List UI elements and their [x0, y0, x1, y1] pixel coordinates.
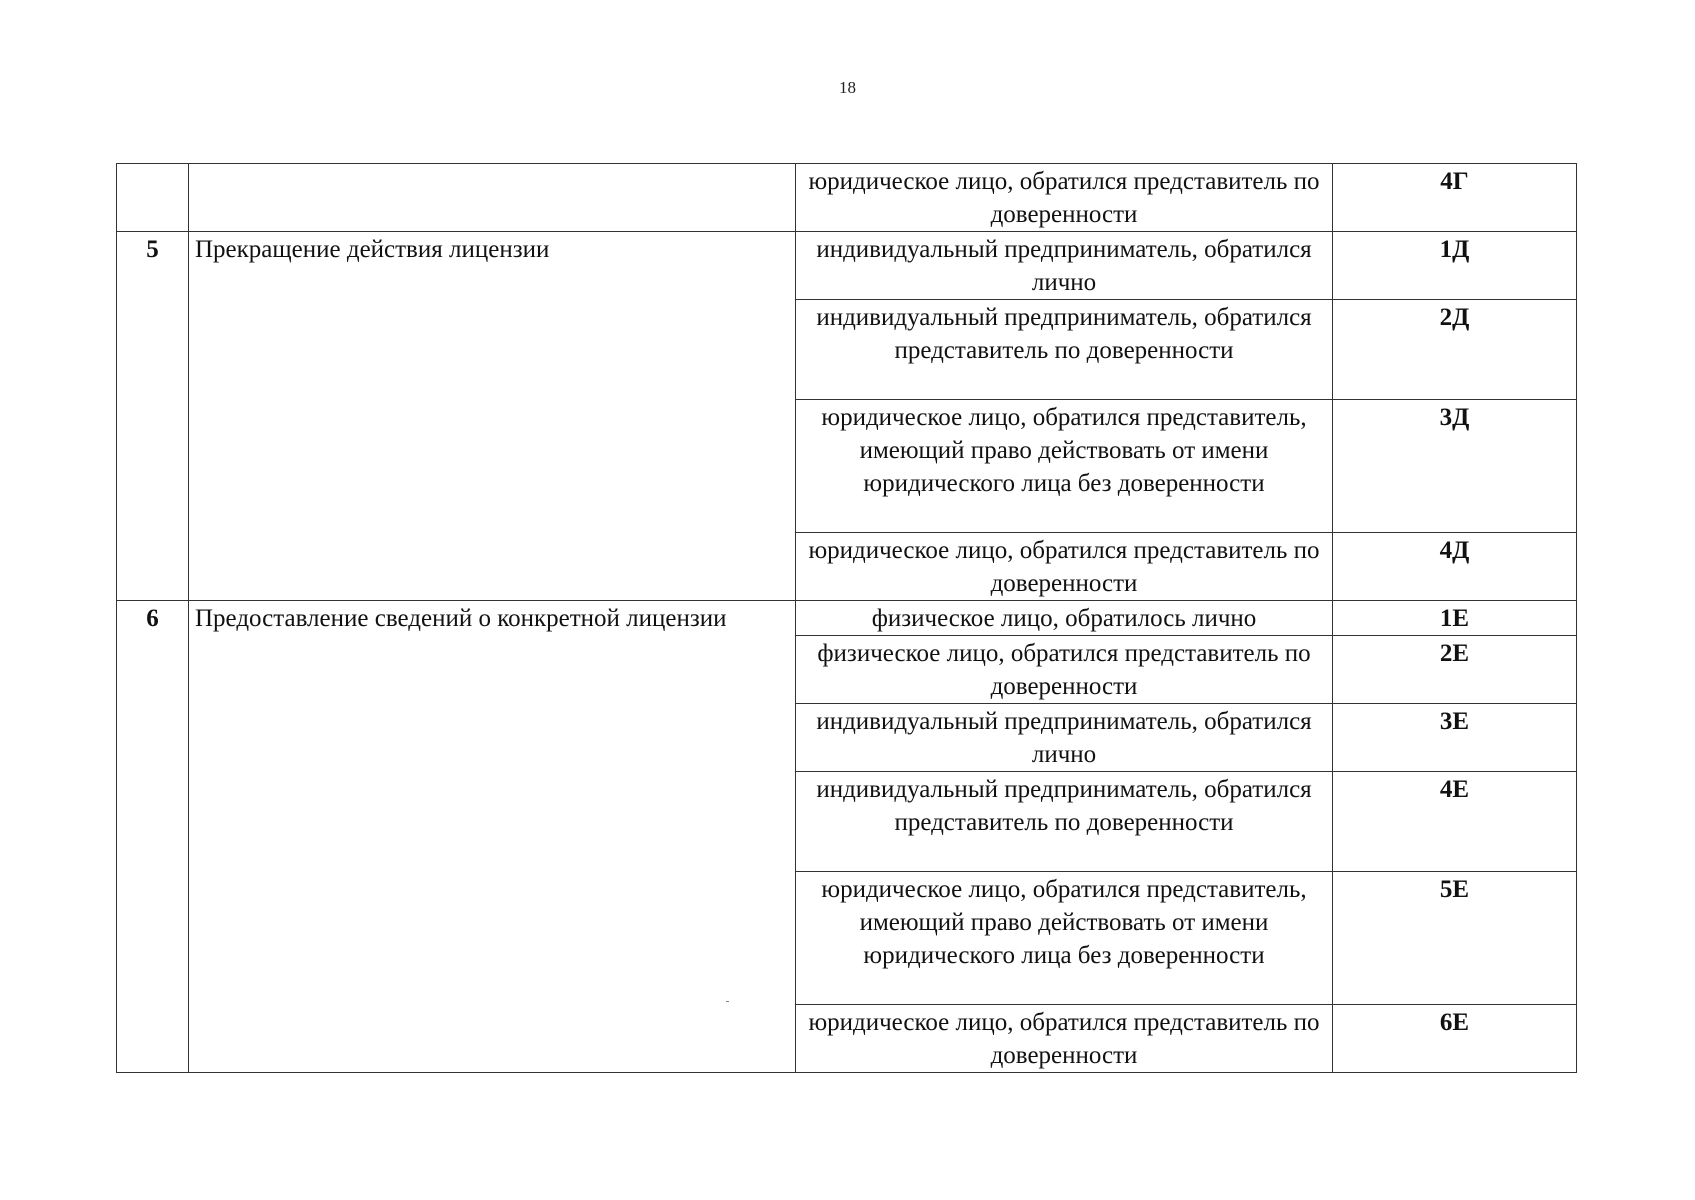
applicant-cell: юридическое лицо, обратился представитель по доверенности	[796, 533, 1333, 601]
table-row	[117, 164, 1577, 232]
variant-code-cell: 4Д	[1333, 533, 1577, 601]
scan-speck	[726, 1001, 729, 1002]
row-number-cell: 6	[117, 601, 189, 1073]
applicant-cell: юридическое лицо, обратился представитель, имеющий право действовать от имени юридического лица без доверенности	[796, 872, 1333, 1005]
row-number-cell: 5	[117, 232, 189, 601]
applicant-cell: индивидуальный предприниматель, обратился лично	[796, 704, 1333, 772]
service-name-cell: Предоставление сведений о конкретной лицензии	[189, 601, 796, 1073]
service-name-cell: Прекращение действия лицензии	[189, 232, 796, 601]
applicant-cell: индивидуальный предприниматель, обратился представитель по доверенности	[796, 300, 1333, 400]
services-table	[116, 163, 1577, 1073]
variant-code-cell: 4Г	[1333, 164, 1577, 232]
variant-code-cell: 3Е	[1333, 704, 1577, 772]
applicant-cell: индивидуальный предприниматель, обратился представитель по доверенности	[796, 772, 1333, 872]
variant-code-cell: 6Е	[1333, 1005, 1577, 1073]
applicant-cell: юридическое лицо, обратился представитель по доверенности	[796, 1005, 1333, 1073]
variant-code-cell: 2Е	[1333, 636, 1577, 704]
variant-code-cell: 3Д	[1333, 400, 1577, 533]
variant-code-cell: 1Е	[1333, 601, 1577, 636]
variant-code-cell: 5Е	[1333, 872, 1577, 1005]
table-row	[117, 601, 1577, 636]
page-number: 18	[839, 78, 856, 97]
applicant-cell: юридическое лицо, обратился представитель, имеющий право действовать от имени юридического лица без доверенности	[796, 400, 1333, 533]
variant-code-cell: 2Д	[1333, 300, 1577, 400]
table-row	[117, 232, 1577, 300]
applicant-cell: юридическое лицо, обратился представитель по доверенности	[796, 164, 1333, 232]
variant-code-cell: 4Е	[1333, 772, 1577, 872]
row-number-cell	[117, 164, 189, 232]
variant-code-cell: 1Д	[1333, 232, 1577, 300]
service-name-cell	[189, 164, 796, 232]
applicant-cell: индивидуальный предприниматель, обратился лично	[796, 232, 1333, 300]
applicant-cell: физическое лицо, обратился представитель по доверенности	[796, 636, 1333, 704]
applicant-cell: физическое лицо, обратилось лично	[796, 601, 1333, 636]
